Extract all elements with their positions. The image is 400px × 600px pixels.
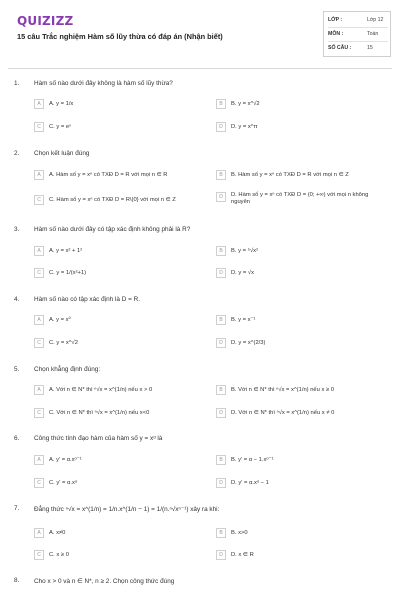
question-number: 3.	[14, 226, 20, 233]
answer-option-c[interactable]	[34, 549, 69, 561]
answer-option-a[interactable]	[34, 527, 65, 539]
answer-option-b[interactable]	[216, 245, 258, 257]
info-value: 15	[367, 45, 373, 51]
quizizz-logo: QUIZIZZ	[17, 14, 74, 28]
info-value: Toán	[367, 31, 379, 37]
answer-option-d[interactable]	[216, 192, 381, 212]
answer-option-a[interactable]	[34, 314, 71, 326]
option-letter-box: B	[216, 99, 226, 109]
option-letter-box: D	[216, 478, 226, 488]
option-letter-box: D	[216, 408, 226, 418]
question-text: Cho x > 0 và n ∈ N*, n ≥ 2. Chọn công thức đúng	[34, 578, 175, 585]
answer-option-b[interactable]	[216, 314, 255, 326]
answer-option-b[interactable]	[216, 169, 349, 181]
option-text: C. Với n ∈ N* thì ⁿ√x = x^(1/n) nếu x<0	[49, 409, 150, 416]
answer-option-c[interactable]	[34, 121, 71, 133]
info-label: LỚP :	[328, 17, 343, 23]
question-text: Đẳng thức ⁿ√x = x^(1/n) = 1/n.x^(1/n − 1) = 1/(n.ⁿ√xⁿ⁻¹) xảy ra khi:	[34, 506, 220, 513]
option-letter-box: D	[216, 268, 226, 278]
option-text: D. y = x^π	[231, 123, 258, 130]
question-number: 5.	[14, 366, 20, 373]
class-info-box	[323, 11, 391, 57]
option-letter-box: A	[34, 99, 44, 109]
option-text: A. Hàm số y = xⁿ có TXĐ D = R với mọi n ∈ R	[49, 171, 168, 178]
option-text: C. y' = α.xᵅ	[49, 479, 78, 486]
option-text: C. y = eˣ	[49, 123, 72, 130]
question-text: Hàm số nào dưới đây có tập xác định không phải là R?	[34, 226, 191, 233]
option-letter-box: B	[216, 170, 226, 180]
option-text: A. y = 1/x	[49, 100, 74, 107]
option-text: B. Hàm số y = xⁿ có TXĐ D = R với mọi n ∈ Z	[231, 171, 349, 178]
option-text: D. Với n ∈ N* thì ⁿ√x = x^(1/n) nếu x ≠ 0	[231, 409, 335, 416]
option-letter-box: C	[34, 408, 44, 418]
option-letter-box: D	[216, 192, 226, 202]
option-letter-box: D	[216, 550, 226, 560]
option-text: B. y = x⁻¹	[231, 316, 256, 323]
answer-option-c[interactable]	[34, 337, 78, 349]
option-letter-box: A	[34, 528, 44, 538]
info-divider	[328, 41, 388, 42]
option-letter-box: B	[216, 246, 226, 256]
answer-option-d[interactable]	[216, 407, 334, 419]
option-letter-box: A	[34, 170, 44, 180]
answer-option-c[interactable]	[34, 194, 176, 206]
question-text: Hàm số nào dưới đây không là hàm số lũy thừa?	[34, 80, 173, 87]
question-number: 7.	[14, 505, 20, 512]
answer-option-d[interactable]	[216, 549, 254, 561]
option-letter-box: D	[216, 338, 226, 348]
option-text: A. Với n ∈ N* thì ⁿ√x = x^(1/n) nếu x > 0	[49, 386, 153, 393]
question-text: Hàm số nào có tập xác định là D = R.	[34, 296, 141, 303]
answer-option-b[interactable]	[216, 527, 248, 539]
option-letter-box: C	[34, 195, 44, 205]
option-letter-box: B	[216, 455, 226, 465]
option-text: A. y' = α.xᵅ⁻¹	[49, 456, 82, 463]
answer-option-a[interactable]	[34, 169, 167, 181]
question-text: Chọn khẳng định đúng:	[34, 366, 101, 373]
option-text: B. x>0	[231, 529, 248, 536]
option-text: D. y = x^(2/3)	[231, 339, 266, 346]
answer-option-a[interactable]	[34, 98, 73, 110]
option-letter-box: C	[34, 338, 44, 348]
answer-option-d[interactable]	[216, 121, 258, 133]
option-letter-box: B	[216, 385, 226, 395]
info-label: SỐ CÂU :	[328, 45, 352, 51]
option-text: C. x ≥ 0	[49, 551, 69, 558]
answer-option-b[interactable]	[216, 98, 260, 110]
option-letter-box: C	[34, 478, 44, 488]
option-text: A. y = x⁰	[49, 316, 71, 323]
info-divider	[328, 27, 388, 28]
option-letter-box: B	[216, 528, 226, 538]
option-text: C. Hàm số y = xⁿ có TXĐ D = R\{0} với mọi n ∈ Z	[49, 196, 176, 203]
option-text: A. x≠0	[49, 529, 66, 536]
answer-option-c[interactable]	[34, 407, 149, 419]
option-letter-box: C	[34, 550, 44, 560]
option-letter-box: A	[34, 455, 44, 465]
question-text: Công thức tính đạo hàm của hàm số y = xᵅ là	[34, 435, 163, 442]
option-text: B. Với n ∈ N* thì ⁿ√x = x^(1/n) nếu x ≥ 0	[231, 386, 335, 393]
header-divider	[8, 68, 392, 69]
option-text: D. y' = α.xᵅ − 1	[231, 479, 269, 486]
info-value: Lớp 12	[367, 17, 384, 23]
option-letter-box: D	[216, 122, 226, 132]
option-letter-box: C	[34, 122, 44, 132]
question-number: 6.	[14, 435, 20, 442]
answer-option-a[interactable]	[34, 384, 152, 396]
question-text: Chọn kết luận đúng	[34, 150, 90, 157]
answer-option-d[interactable]	[216, 267, 254, 279]
page-title: 15 câu Trắc nghiệm Hàm số lũy thừa có đáp án (Nhận biết)	[17, 32, 223, 41]
info-label: MÔN :	[328, 31, 344, 37]
option-text: D. y = √x	[231, 269, 254, 276]
answer-option-d[interactable]	[216, 337, 265, 349]
option-text: B. y = x^√2	[231, 100, 260, 107]
answer-option-b[interactable]	[216, 454, 274, 466]
option-letter-box: A	[34, 385, 44, 395]
option-text: A. y = x² + 1²	[49, 247, 83, 254]
answer-option-b[interactable]	[216, 384, 334, 396]
option-text: C. y = 1/(x²+1)	[49, 269, 87, 276]
option-text: D. Hàm số y = xⁿ có TXĐ D = (0; +∞) với mọi n không nguyên	[231, 192, 369, 205]
question-number: 2.	[14, 150, 20, 157]
option-letter-box: A	[34, 246, 44, 256]
option-letter-box: A	[34, 315, 44, 325]
question-number: 4.	[14, 296, 20, 303]
option-text: C. y = x^√2	[49, 339, 78, 346]
question-number: 8.	[14, 577, 20, 584]
answer-option-c[interactable]	[34, 477, 77, 489]
answer-option-a[interactable]	[34, 454, 82, 466]
option-text: B. y = ⁵√x²	[231, 247, 259, 254]
option-text: B. y' = α − 1.xᵅ⁻¹	[231, 456, 274, 463]
answer-option-d[interactable]	[216, 477, 269, 489]
question-number: 1.	[14, 80, 20, 87]
document-header	[0, 0, 400, 70]
option-letter-box: C	[34, 268, 44, 278]
option-letter-box: B	[216, 315, 226, 325]
answer-option-a[interactable]	[34, 245, 82, 257]
option-text: D. x ∈ R	[231, 551, 254, 558]
answer-option-c[interactable]	[34, 267, 86, 279]
